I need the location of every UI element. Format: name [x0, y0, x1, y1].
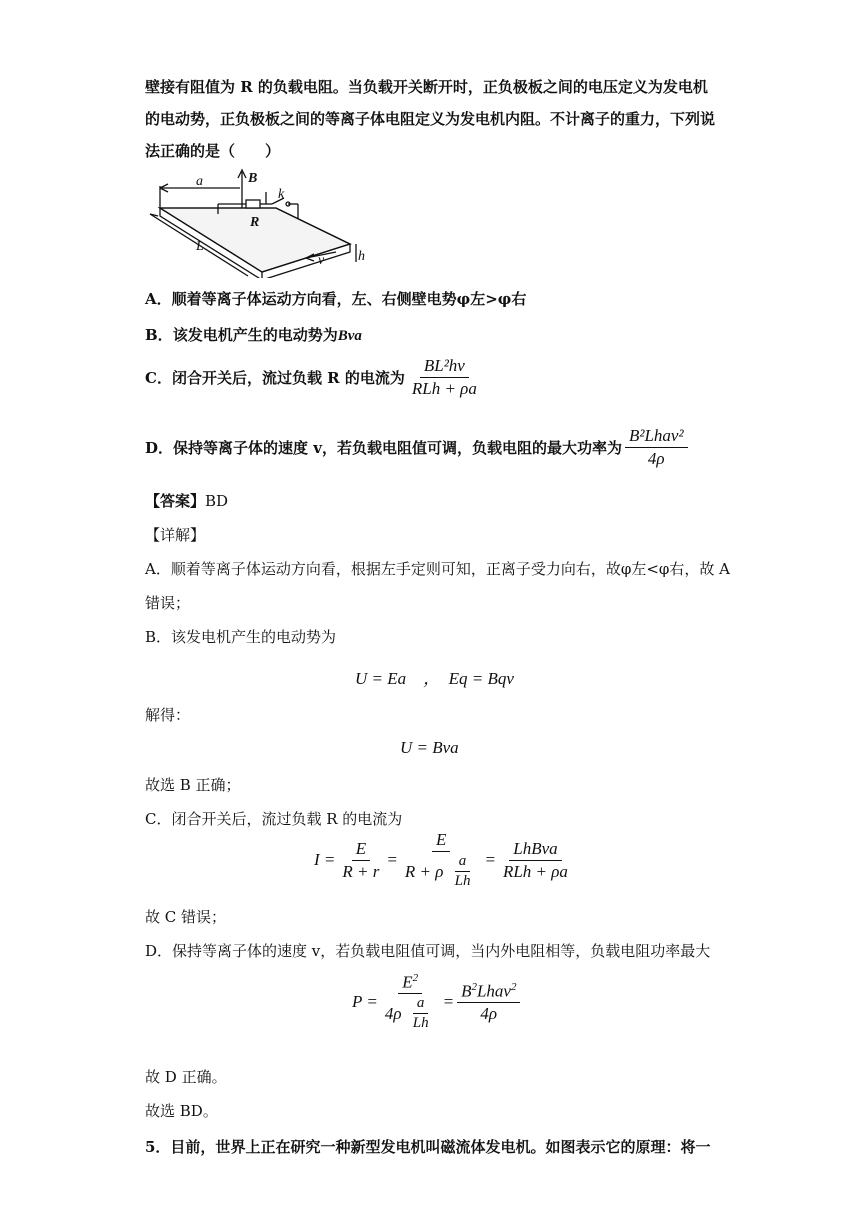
intro-line-3: 法正确的是（ ） — [145, 142, 281, 160]
equation-c: I = $\frac{E}{R + r}$ = E R + ρ $\frac{a}{Lh}$ = $\frac{\text{LhBva}}{\text{RLh + ρa}}$ — [314, 830, 568, 889]
explain-b-conclusion: 故选 B 正确； — [145, 776, 241, 794]
option-b: B．该发电机产生的电动势为Bva — [145, 326, 362, 344]
option-c-denominator: RLh + ρa — [411, 378, 477, 398]
option-d-numerator: B²Lhav² — [625, 426, 688, 448]
label-B: B — [248, 171, 258, 186]
explain-a-line-1: A．顺着等离子体运动方向看，根据左手定则可知，正离子受力向右，故φ左<φ右，故 A — [145, 560, 731, 578]
label-R: R — [250, 215, 260, 230]
explain-d-conclusion: 故 D 正确。 — [145, 1068, 227, 1086]
detail-label: 【详解】 — [145, 526, 206, 544]
equation-b-2: U = Bva — [400, 738, 459, 757]
option-d: D． 保持等离子体的速度 v，若负载电阻值可调，负载电阻的最大功率为 $\frac{\text{B²Lhav²}}{4\rho}$ — [145, 426, 691, 468]
explain-c-line-1: C．闭合开关后，流过负载 R 的电流为 — [145, 810, 403, 828]
label-h: h — [358, 249, 365, 264]
intro-line-2: 的电动势，正负极板之间的等离子体电阻定义为发电机内阻。不计离子的重力，下列说 — [145, 110, 716, 128]
explain-b-solve: 解得： — [145, 706, 191, 724]
equation-d: P = $E^2$ 4ρ $\frac{a}{Lh}$ = $\frac{B^2Lhav^2}{4\rho}$ — [352, 972, 523, 1033]
label-v: v — [318, 253, 325, 268]
option-a: A．顺着等离子体运动方向看，左、右侧壁电势φ左>φ右 — [145, 290, 527, 308]
option-c: C． 闭合开关后，流过负载 R 的电流为 $\frac{\text{BL²hv}}{\text{RLh + ρa}}$ — [145, 356, 484, 398]
label-k: k — [278, 187, 285, 202]
equation-b-1: U = Ea ， Eq = Bqv — [355, 669, 514, 688]
label-a: a — [196, 174, 203, 189]
explain-b-line-1: B．该发电机产生的电动势为 — [145, 628, 337, 646]
answer: 【答案】BD — [145, 492, 229, 510]
explain-a-line-2: 错误； — [145, 594, 191, 612]
explain-d-line-1: D．保持等离子体的速度 v，若负载电阻值可调，当内外电阻相等，负载电阻功率最大 — [145, 942, 711, 960]
option-c-numerator: BL²hv — [420, 356, 469, 378]
explain-c-conclusion: 故 C 错误； — [145, 908, 227, 926]
generator-diagram — [146, 168, 368, 278]
next-question: 5．目前，世界上正在研究一种新型发电机叫磁流体发电机。如图表示它的原理：将一 — [145, 1138, 711, 1156]
final-answer: 故选 BD。 — [145, 1102, 218, 1120]
option-d-denominator: 4ρ — [647, 448, 665, 468]
intro-line-1: 壁接有阻值为 R 的负载电阻。当负载开关断开时，正负极板之间的电压定义为发电机 — [145, 78, 708, 96]
label-L: L — [196, 239, 204, 254]
